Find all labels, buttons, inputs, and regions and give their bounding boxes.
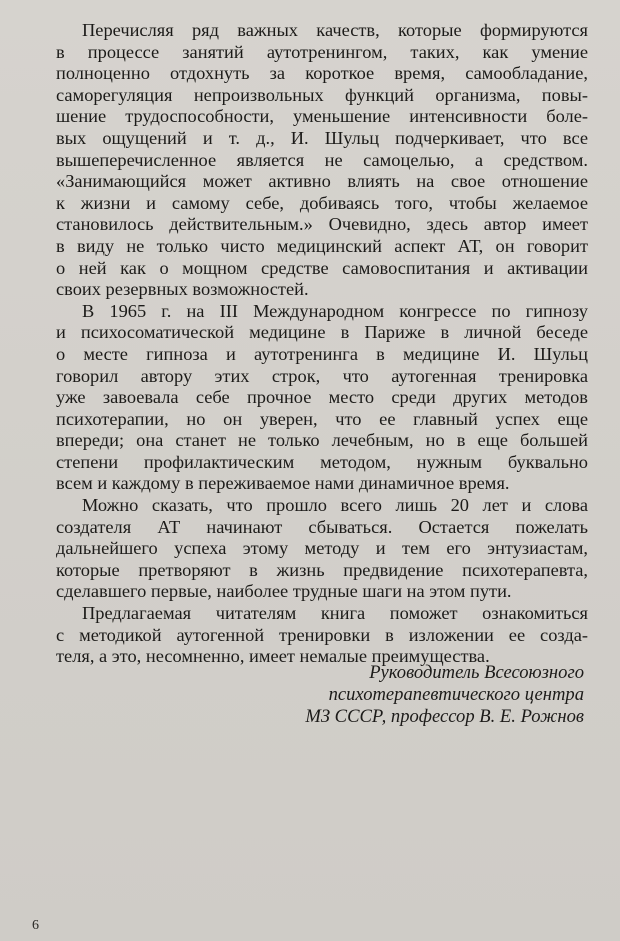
text-line: степени профилактическим методом, нужным буквально <box>56 451 588 472</box>
text-line: всем и каждому в переживаемое нами динамичное время. <box>56 473 510 494</box>
paragraph-3 <box>56 495 588 603</box>
paragraph-2 <box>56 301 588 495</box>
text-line: психотерапии, но он уверен, что ее главный успех еще <box>56 408 588 429</box>
author-signature <box>164 662 584 728</box>
signature-author-name: МЗ СССР, профессор В. Е. Рожнов <box>305 706 584 727</box>
text-line: дальнейшего успеха этому методу и тем его энтузиастам, <box>56 538 588 559</box>
text-line: Предлагаемая читателям книга поможет ознакомиться <box>82 603 588 624</box>
body-text <box>56 20 588 668</box>
text-line: вышеперечисленное является не самоцелью, а средством. <box>56 149 588 170</box>
text-line: уже завоевала себе прочное место среди других методов <box>56 387 588 408</box>
text-line: которые претворяют в жизнь предвидение психотерапевта, <box>56 559 588 580</box>
text-line: теля, а это, несомненно, имеет немалые преимущества. <box>56 646 490 667</box>
paragraph-4 <box>56 603 588 668</box>
text-line: создателя АТ начинают сбываться. Остается пожелать <box>56 516 588 537</box>
text-line: вых ощущений и т. д., И. Шульц подчеркивает, что все <box>56 127 588 148</box>
signature-position: Руководитель Всесоюзного <box>369 662 584 683</box>
text-line: впереди; она станет не только лечебным, но в еще большей <box>56 430 588 451</box>
signature-organization: психотерапевтического центра <box>328 684 584 705</box>
text-line: «Занимающийся может активно влиять на свое отношение <box>56 171 588 192</box>
text-line: говорил автору этих строк, что аутогенная тренировка <box>56 365 588 386</box>
text-line: о ней как о мощном средстве самовоспитания и активации <box>56 257 588 278</box>
text-line: к жизни и самому себе, добиваясь того, чтобы желаемое <box>56 192 588 213</box>
text-line: с методикой аутогенной тренировки в изложении ее созда- <box>56 624 588 645</box>
text-line: о месте гипноза и аутотренинга в медицине И. Шульц <box>56 343 588 364</box>
text-line: сделавшего первые, наиболее трудные шаги на этом пути. <box>56 581 512 602</box>
text-line: и психосоматической медицине в Париже в личной беседе <box>56 322 588 343</box>
text-line: Можно сказать, что прошло всего лишь 20 лет и слова <box>82 495 588 516</box>
text-line: В 1965 г. на III Международном конгрессе по гипнозу <box>82 300 588 321</box>
text-line: Перечисляя ряд важных качеств, которые формируются <box>82 20 588 40</box>
text-line: становилось действительным.» Очевидно, здесь автор имеет <box>56 214 588 235</box>
text-line: в процессе занятий аутотренингом, таких, как умение <box>56 41 588 62</box>
paragraph-1 <box>56 20 588 301</box>
text-line: своих резервных возможностей. <box>56 279 309 300</box>
text-line: в виду не только чисто медицинский аспект АТ, он говорит <box>56 235 588 256</box>
text-line: шение трудоспособности, уменьшение интенсивности боле- <box>56 106 588 127</box>
text-line: полноценно отдохнуть за короткое время, самообладание, <box>56 63 588 84</box>
text-line: саморегуляция непроизвольных функций организма, повы- <box>56 84 588 105</box>
page-number: 6 <box>32 918 39 933</box>
